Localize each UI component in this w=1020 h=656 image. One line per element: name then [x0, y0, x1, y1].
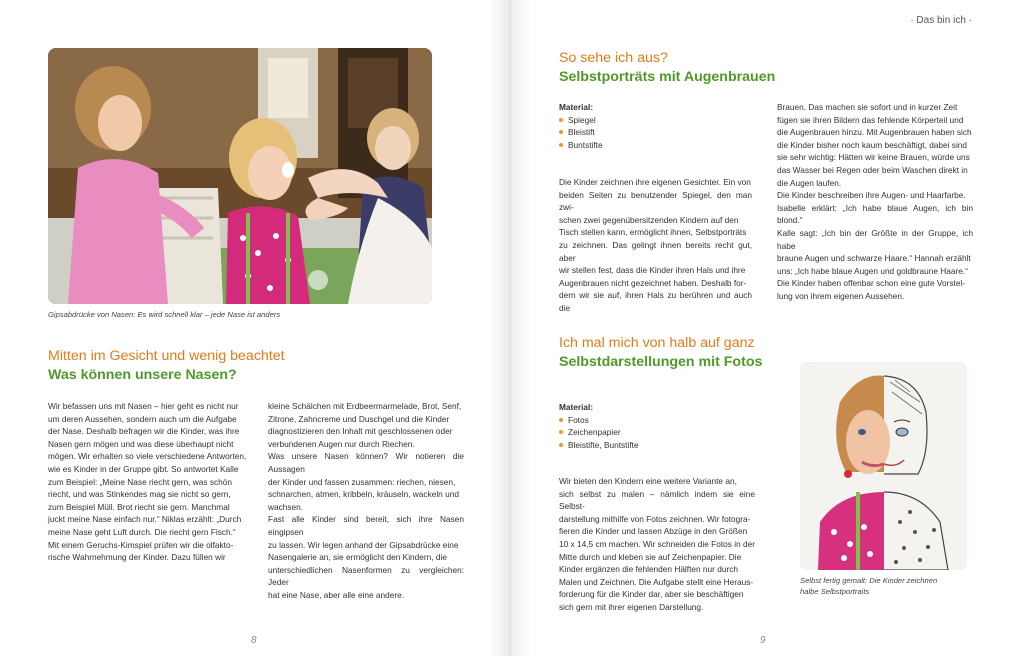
left-headline: Was können unsere Nasen? — [48, 367, 237, 383]
material-list — [559, 414, 759, 452]
text-line: Zitrone, Zahncreme und Duschgel und die Kinder — [268, 413, 450, 424]
section1-material — [559, 101, 759, 151]
list-item — [559, 439, 759, 452]
text-line: diagnostizieren den Inhalt mit geschlossenen oder — [268, 426, 453, 437]
text-line: Was unsere Nasen können? Wir notieren die Aussagen — [268, 451, 464, 474]
section1-body-col2 — [777, 101, 973, 303]
text-line: 10 x 14,5 cm machen. Wir schneiden die Fotos in der — [559, 538, 755, 549]
book-gutter — [488, 0, 532, 656]
section2-kicker: Ich mal mich von halb auf ganz — [559, 335, 755, 351]
material-title: Material: — [559, 402, 594, 412]
text-line: Mitte durch und kleben sie auf Zeichenpapier. Die — [559, 551, 742, 562]
bullet-icon — [559, 143, 563, 147]
photo-children-nose-casting — [48, 48, 432, 304]
section1-kicker: So sehe ich aus? — [559, 50, 668, 66]
text-line: zu lassen. Wir legen anhand der Gipsabdrücke eine — [268, 539, 459, 550]
text-line: beiden Seiten zu benutzender Spiegel, den man zwi- — [559, 189, 752, 213]
left-kicker: Mitten im Gesicht und wenig beachtet — [48, 348, 285, 364]
bullet-icon — [559, 430, 563, 434]
text-line: Mit einem Geruchs-Kimspiel prüfen wir die olfakto- — [48, 539, 234, 550]
list-item — [559, 139, 759, 152]
text-line: die Kinder bisher noch kaum beschäftigt, dabei sind — [777, 139, 968, 150]
text-line: sich gern mit ihrer eigenen Darstellung. — [559, 601, 704, 612]
bullet-icon — [559, 443, 563, 447]
text-line: wie es Kinder in der Gruppe gibt. So antwortet Kalle — [48, 463, 239, 474]
text-line: Die Kinder zeichnen ihre eigenen Gesichter. Ein von — [559, 177, 751, 187]
text-line: schen zwei gegenübersitzenden Kindern auf den — [559, 214, 739, 225]
section1-body-col1 — [559, 176, 752, 315]
text-line: sich selbst zu malen – nämlich indem sie eine Selbst- — [559, 488, 755, 512]
photo-half-selfportrait — [800, 362, 967, 570]
material-label: Fotos — [568, 414, 589, 425]
text-line: die Augenbrauen hinzu. Mit Augenbrauen haben sich — [777, 127, 972, 138]
material-label: Spiegel — [568, 114, 596, 125]
text-line: das Wasser bei Regen oder beim Waschen direkt in — [777, 164, 968, 175]
photo-caption-left: Gipsabdrücke von Nasen: Es wird schnell klar – jede Nase ist anders — [48, 310, 281, 319]
half-portrait-photo — [800, 362, 967, 570]
text-line: hat eine Nase, aber alle eine andere. — [268, 589, 405, 600]
list-item — [559, 114, 759, 127]
text-line: meine Nase geht Luft durch. Die riecht gern Fisch.“ — [48, 526, 236, 537]
text-line: forderung für die Kinder dar, aber sie beschäftigen — [559, 589, 744, 600]
material-title: Material: — [559, 102, 594, 112]
text-line: braune Augen und schwarze Haare.“ Hannah erzählt — [777, 253, 971, 264]
text-line: Augenbrauen nicht gezeichnet haben. Deshalb for- — [559, 277, 747, 288]
list-item — [559, 126, 759, 139]
material-label: Bleistifte, Buntstifte — [568, 439, 639, 450]
section1-heading — [559, 49, 979, 87]
bullet-icon — [559, 118, 563, 122]
text-line: Nasen gern mögen und was diese überhaupt nicht — [48, 438, 234, 449]
text-line: dern wir sie auf, ihren Hals zu berühren und auch die — [559, 290, 752, 313]
section2-headline: Selbstdarstellungen mit Fotos — [559, 354, 763, 370]
text-line: Brauen. Das machen sie sofort und in kurzer Zeit — [777, 102, 958, 112]
left-body-col2 — [268, 400, 464, 602]
folio-right: 9 — [760, 635, 766, 646]
material-label: Zeichenpapier — [568, 427, 621, 438]
text-line: Kalle sagt: „Ich bin der Größte in der Gruppe, ich habe — [777, 227, 973, 251]
text-line: die Augen laufen. — [777, 177, 842, 188]
list-item — [559, 414, 759, 427]
folio-left: 8 — [251, 635, 257, 646]
text-line: zum Beispiel Müll. Brot riecht sie gern. Manchmal — [48, 501, 230, 512]
left-heading — [48, 347, 468, 385]
left-body-col1 — [48, 400, 260, 564]
text-line: Die Kinder beschreiben ihre Augen- und Haarfarbe. — [777, 190, 966, 201]
text-line: unterschiedlichen Nasenformen zu vergleichen: Jeder — [268, 564, 464, 588]
text-line: Nasengalerie an, sie ermöglicht den Kindern, die — [268, 552, 447, 563]
text-line: Fast alle Kinder sind bereit, sich ihre Nasen eingipsen — [268, 514, 464, 537]
text-line: Tisch stellen kann, ermöglicht ihnen, Selbstporträts — [559, 227, 747, 238]
text-line: zu zeichnen. Das gelingt ihnen bereits recht gut, aber — [559, 239, 752, 263]
text-line: schnarchen, atmen, kribbeln, kräuseln, wackeln und — [268, 489, 459, 500]
text-line: zum Beispiel: „Meine Nase riecht gern, was schön — [48, 476, 232, 487]
text-line: wachsen. — [268, 501, 304, 512]
text-line: um deren Aussehen, sondern auch um die Aufgabe — [48, 413, 237, 424]
text-line: fieren die Kinder und lassen Abzüge in den Größen — [559, 526, 748, 537]
section2-material — [559, 401, 759, 451]
text-line: uns: „Ich habe blaue Augen und goldbraune Haare.“ — [777, 265, 968, 276]
text-line: lung von ihrem eigenen Aussehen. — [777, 290, 905, 301]
text-line: Malen und Zeichnen. Die Aufgabe stellt eine Heraus- — [559, 576, 754, 587]
text-line: wir stellen fest, dass die Kinder ihren Hals und ihre — [559, 265, 746, 276]
text-line: kleine Schälchen mit Erdbeermarmelade, Brot, Senf, — [268, 401, 462, 411]
text-line: mögen. Wir erhalten so viele verschiedene Antworten, — [48, 451, 247, 462]
running-head: · Das bin ich · — [910, 15, 972, 26]
text-line: der Kinder und fassen zusammen: riechen, niesen, — [268, 476, 456, 487]
photo-caption-right — [800, 575, 970, 597]
nose-cast-photo — [48, 48, 432, 304]
caption-line: Selbst fertig gemalt: Die Kinder zeichnen — [800, 576, 938, 585]
list-item — [559, 426, 759, 439]
text-line: Die Kinder haben offenbar schon eine gute Vorstel- — [777, 278, 966, 289]
text-line: Wir bieten den Kindern eine weitere Variante an, — [559, 476, 737, 486]
caption-line: halbe Selbstportraits — [800, 587, 870, 596]
text-line: fügen sie ihren Bildern das fehlende Körperteil und — [777, 114, 964, 125]
text-line: Isabelle erklärt: „Ich habe blaue Augen, ich bin blond.“ — [777, 202, 973, 226]
text-line: riecht, und was Stinkendes mag sie nicht so gern, — [48, 489, 231, 500]
material-label: Buntstifte — [568, 139, 603, 150]
section2-body-col1 — [559, 475, 755, 614]
text-line: der Nase. Deshalb befragen wir die Kinder, was ihre — [48, 426, 240, 437]
text-line: verbundenen Augen nur durch Riechen. — [268, 438, 415, 449]
text-line: Kinder ergänzen die fehlenden Hälften nur durch — [559, 564, 738, 575]
bullet-icon — [559, 130, 563, 134]
text-line: sie sehr wichtig: Hätten wir keine Brauen, würde uns — [777, 152, 970, 163]
text-line: darstellung mithilfe von Fotos zeichnen. Wir fotogra- — [559, 513, 751, 524]
text-line: juckt meine Nase einfach nur.“ Niklas erzählt: „Durch — [48, 514, 242, 525]
text-line: rische Wahrnehmung der Kinder. Dazu füllen wir — [48, 552, 226, 563]
section1-headline: Selbstporträts mit Augenbrauen — [559, 69, 776, 85]
text-line: Wir befassen uns mit Nasen – hier geht es nicht nur — [48, 401, 239, 411]
material-label: Bleistift — [568, 127, 595, 138]
material-list — [559, 114, 759, 152]
bullet-icon — [559, 418, 563, 422]
